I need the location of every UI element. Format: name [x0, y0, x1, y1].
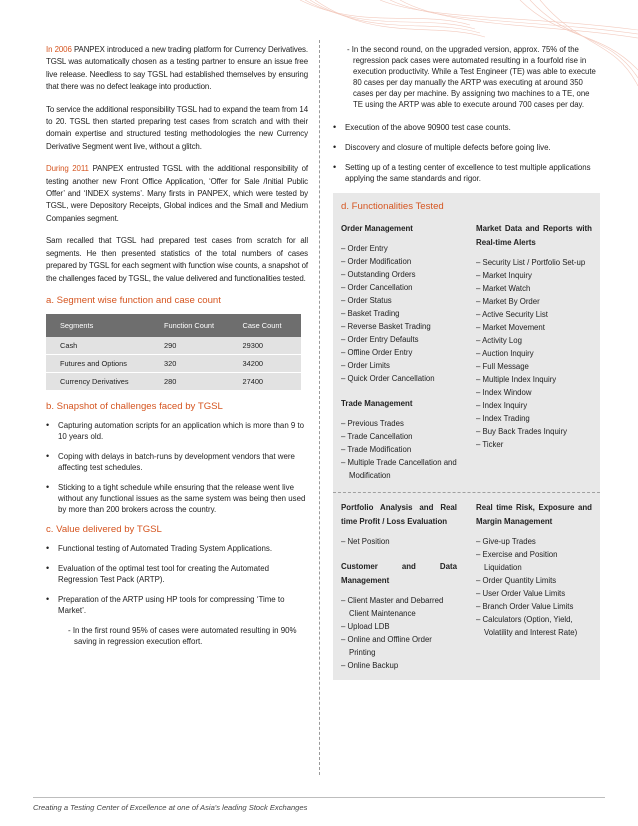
section-divider	[333, 492, 600, 493]
functionality-item: – Order Entry	[341, 244, 388, 253]
functionalities-box	[333, 193, 600, 680]
heading-segment-counts: a. Segment wise function and case count	[46, 294, 221, 306]
paragraph-2011	[46, 163, 308, 225]
bullet-icon: •	[46, 419, 50, 430]
table-cell: Cash	[46, 337, 158, 355]
bullet-icon: •	[333, 142, 337, 152]
list-item-text: Capturing automation scripts for an application which is more than 9 to 10 years old.	[58, 420, 305, 441]
heading-challenges: b. Snapshot of challenges faced by TGSL	[46, 400, 223, 412]
table-cell: Futures and Options	[46, 354, 158, 372]
functionality-item: – Calculators (Option, Yield, Volatility and Interest Rate)	[476, 615, 578, 637]
list-item-text: Coping with delays in batch-runs by development vendors that were affecting test schedules.	[58, 451, 295, 472]
table-cell: 280	[158, 372, 237, 390]
table-cell: 27400	[236, 372, 301, 390]
second-round-note: - In the second round, on the upgraded version, approx. 75% of the regression pack cases were automated resulting in a fourfold rise in execution productivity. While a Test Engineer (TE) was able to execute 80 cases per day manually the ARTP was executing at around 350 cases per day per machine. By assigning two machines to a TE, one TE using the ARTP was able to execute around 700 cases per day.	[347, 45, 596, 109]
team-expansion-paragraph: To service the additional responsibility TGSL had to expand the team from 14 to 20. TGSL then started preparing test cases from scratch and with their domain expertise and structured testing methodologies the new Currency Derivative Segment went live, without a glitch.	[46, 104, 308, 151]
left-column	[46, 44, 308, 656]
functionality-item: – User Order Value Limits	[476, 589, 566, 598]
challenges-list	[46, 420, 308, 515]
list-item	[333, 162, 600, 184]
functionality-column	[476, 222, 592, 482]
functionality-item: – Market Movement	[476, 323, 545, 332]
table-cell: 320	[158, 354, 237, 372]
functionality-item: – Index Window	[476, 388, 532, 397]
list-item-text: Sticking to a tight schedule while ensuring that the release went live without any functional issues as the same system was being then used by more than 200 brokers across the country.	[58, 482, 306, 514]
functionality-item: – Give-up Trades	[476, 537, 536, 546]
footer-rule	[33, 797, 605, 798]
functionalities-grid-bottom	[341, 501, 592, 672]
functionality-group-title: Customer and Data Management	[341, 562, 457, 585]
statistics-paragraph: Sam recalled that TGSL had prepared test cases from scratch for all segments. He then presented statistics of the total numbers of cases prepared by TGSL for each segment with function wise counts, a snapshot of the challenges faced by TGSL, the value delivered and functionalities tested.	[46, 236, 308, 283]
functionality-column	[341, 501, 457, 672]
functionality-item: – Active Security List	[476, 310, 548, 319]
list-item	[46, 482, 308, 515]
functionality-item: – Branch Order Value Limits	[476, 602, 574, 611]
paragraph-text: PANPEX introduced a new trading platform for Currency Derivatives. TGSL was automatically chosen as a testing partner to ensure an issue free live release. Needless to say TGSL had established themselves by ensuring that there was no defect leakage into production.	[46, 45, 308, 92]
column-header: Function Count	[158, 314, 237, 337]
functionality-item: – Order Status	[341, 296, 392, 305]
functionality-group-title: Portfolio Analysis and Real time Profit / Loss Evaluation	[341, 503, 457, 526]
functionality-item: – Previous Trades	[341, 419, 404, 428]
table-cell: Currency Derivatives	[46, 372, 158, 390]
functionality-item: – Market Inquiry	[476, 271, 532, 280]
right-column	[333, 44, 600, 680]
functionality-group-title: Real time Risk, Exposure and Margin Management	[476, 503, 592, 526]
list-item	[46, 420, 308, 442]
column-header: Segments	[46, 314, 158, 337]
functionality-column	[341, 222, 457, 482]
functionality-item: – Market Watch	[476, 284, 531, 293]
functionality-item: – Online and Offline Order Printing	[341, 635, 432, 657]
functionality-item: – Client Master and Debarred Client Maintenance	[341, 596, 444, 618]
functionality-item: – Auction Inquiry	[476, 349, 534, 358]
functionality-item: – Index Inquiry	[476, 401, 528, 410]
functionality-item: – Index Trading	[476, 414, 530, 423]
functionality-item: – Reverse Basket Trading	[341, 322, 431, 331]
functionality-item: – Online Backup	[341, 661, 399, 670]
functionality-item: – Order Quantity Limits	[476, 576, 557, 585]
table-cell: 290	[158, 337, 237, 355]
list-item-text: Setting up of a testing center of excellence to test multiple applications applying the same standards and rigor.	[345, 163, 591, 183]
functionality-item: – Quick Order Cancellation	[341, 374, 435, 383]
list-item-text: Discovery and closure of multiple defects before going live.	[345, 143, 551, 152]
results-list	[333, 122, 600, 184]
functionality-item: – Multiple Index Inquiry	[476, 375, 557, 384]
bullet-icon: •	[46, 542, 50, 553]
list-item	[46, 594, 308, 616]
table-cell: 34200	[236, 354, 301, 372]
functionality-item: – Order Modification	[341, 257, 412, 266]
bullet-icon: •	[333, 162, 337, 172]
list-item	[333, 142, 600, 153]
bullet-icon: •	[46, 450, 50, 461]
functionality-item: – Basket Trading	[341, 309, 400, 318]
functionalities-grid-top	[341, 222, 592, 482]
list-item	[46, 563, 308, 585]
functionality-item: – Order Limits	[341, 361, 390, 370]
first-round-note: - In the first round 95% of cases were automated resulting in 90% saving in regression execution effort.	[68, 625, 297, 646]
bullet-icon: •	[333, 122, 337, 132]
column-header: Case Count	[236, 314, 301, 337]
list-item-text: Evaluation of the optimal test tool for creating the Automated Regression Test Pack (ARTP).	[58, 563, 269, 584]
paragraph-text: PANPEX entrusted TGSL with the additional responsibility of testing another new Front Office Application, ‘Offer for Sale /Initial Public Offer’ and ‘INDEX systems’. Many firsts in PANPEX, which were tested by TGSL, were Depository Receipts, Global indices and the Small and Medium Companies segment.	[46, 164, 308, 223]
functionality-item: – Market By Order	[476, 297, 540, 306]
functionality-item: – Upload LDB	[341, 622, 390, 631]
heading-functionalities: d. Functionalities Tested	[341, 201, 444, 212]
functionality-item: – Multiple Trade Cancellation and Modification	[341, 458, 457, 480]
functionality-item: – Trade Modification	[341, 445, 412, 454]
functionality-item: – Ticker	[476, 440, 504, 449]
value-list	[46, 543, 308, 616]
table-header-row	[46, 314, 301, 337]
list-item	[46, 543, 308, 554]
functionality-item: – Buy Back Trades Inquiry	[476, 427, 568, 436]
functionality-item: – Full Message	[476, 362, 529, 371]
page-footer: Creating a Testing Center of Excellence at one of Asia's leading Stock Exchanges	[33, 803, 308, 812]
functionality-column	[476, 501, 592, 672]
functionality-item: – Offline Order Entry	[341, 348, 413, 357]
heading-value-delivered: c. Value delivered by TGSL	[46, 523, 162, 535]
functionality-group-title: Market Data and Reports with Real-time Alerts	[476, 224, 592, 247]
table-row	[46, 354, 301, 372]
table-row	[46, 372, 301, 390]
functionality-item: – Security List / Portfolio Set-up	[476, 258, 586, 267]
year-highlight: During 2011	[46, 164, 89, 174]
functionality-item: – Outstanding Orders	[341, 270, 416, 279]
functionality-item: – Exercise and Position Liquidation	[476, 550, 558, 572]
bullet-icon: •	[46, 562, 50, 573]
year-highlight: In 2006	[46, 45, 72, 54]
list-item-text: Functional testing of Automated Trading System Applications.	[58, 543, 273, 553]
table-cell: 29300	[236, 337, 301, 355]
functionality-item: – Order Cancellation	[341, 283, 413, 292]
bullet-icon: •	[46, 481, 50, 492]
functionality-item: – Activity Log	[476, 336, 522, 345]
list-item-text: Execution of the above 90900 test case counts.	[345, 123, 511, 132]
intro-paragraph-2006	[46, 44, 308, 94]
segment-table	[46, 314, 301, 391]
functionality-group-title: Trade Management	[341, 399, 413, 408]
functionality-group-title: Order Management	[341, 224, 413, 233]
functionality-item: – Order Entry Defaults	[341, 335, 419, 344]
functionality-item: – Net Position	[341, 537, 390, 546]
table-row	[46, 337, 301, 355]
list-item-text: Preparation of the ARTP using HP tools for compressing ‘Time to Market’.	[58, 594, 285, 615]
bullet-icon: •	[46, 593, 50, 604]
list-item	[333, 122, 600, 133]
functionality-item: – Trade Cancellation	[341, 432, 413, 441]
column-divider	[319, 40, 320, 775]
list-item	[46, 451, 308, 473]
